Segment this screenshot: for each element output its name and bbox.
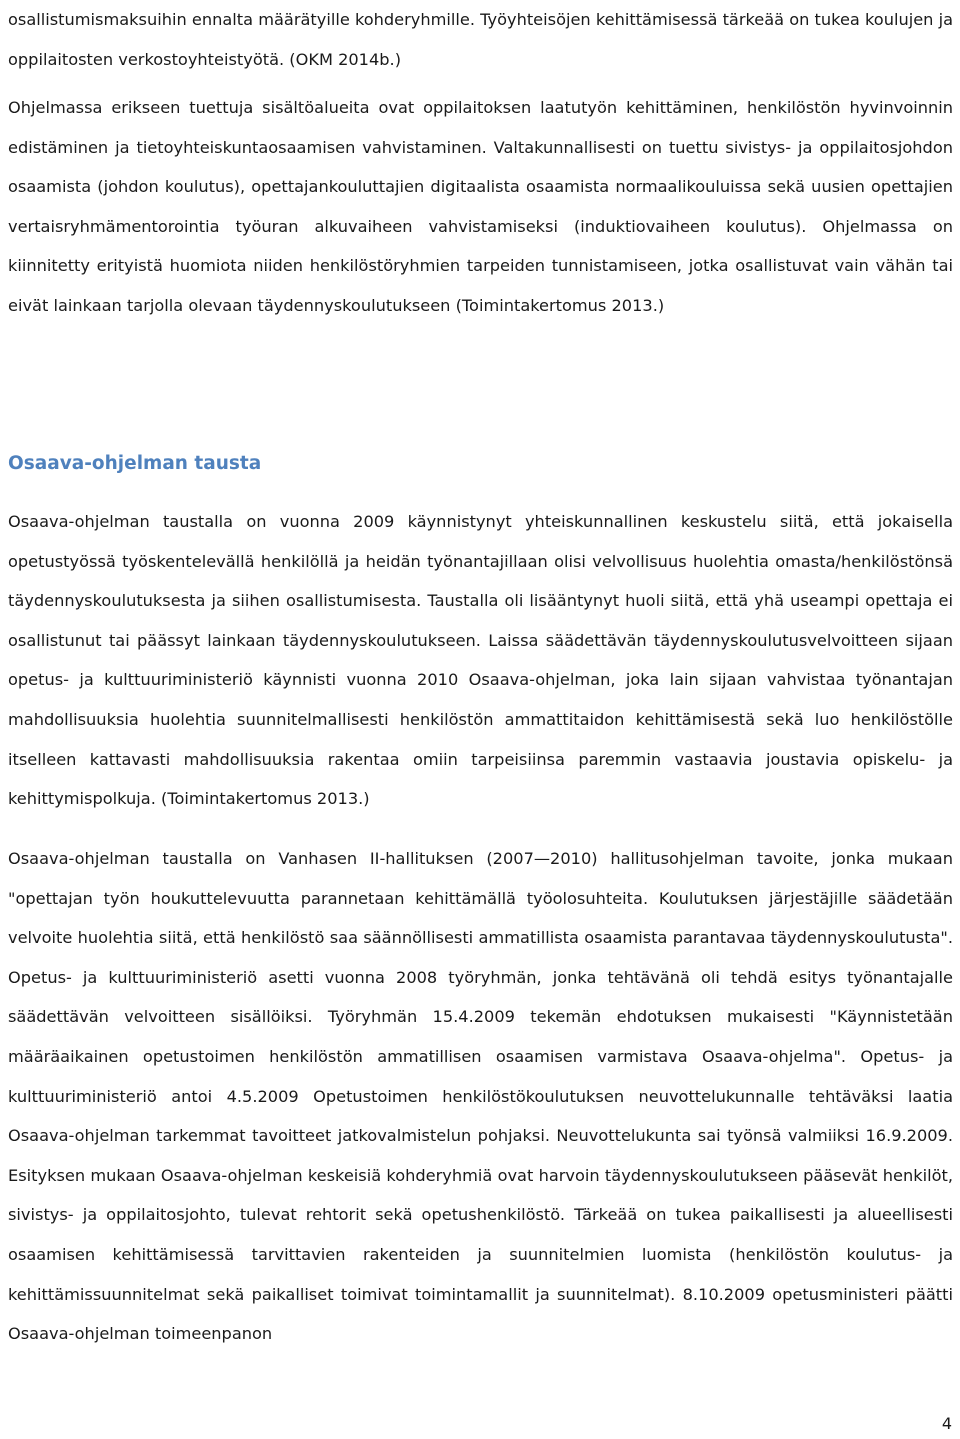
page-number: 4 [941, 1414, 952, 1433]
paragraph-intro-continuation: osallistumismaksuihin ennalta määrätyille kohderyhmille. Työyhteisöjen kehittämisessä tärkeää on tukea koulujen ja oppilaitosten verkostoyhteistyötä. (OKM 2014b.) [8, 10, 953, 69]
paragraph-government-programme: Osaava-ohjelman taustalla on Vanhasen II-hallituksen (2007—2010) hallitusohjelman tavoite, jonka mukaan "opettajan työn houkuttelevuutta parannetaan kehittämällä työolosuhteita. Koulutuksen järjestäjille säädetään velvoite huolehtia siitä, että henkilöstö saa säännöllisesti ammatillista osaamista parantavaa täydennyskoulutusta". Opetus- ja kulttuuriministeriö asetti vuonna 2008 työryhmän, jonka tehtävänä oli tehdä esitys työnantajalle säädettävän velvoitteen sisällöiksi. Työryhmän 15.4.2009 tekemän ehdotuksen mukaisesti "Käynnistetään määräaikainen opetustoimen henkilöstön ammatillisen osaamisen varmistava Osaava-ohjelma". Opetus- ja kulttuuriministeriö antoi 4.5.2009 Opetustoimen henkilöstökoulutuksen neuvottelukunnalle tehtäväksi laatia Osaava-ohjelman tarkemmat tavoitteet jatkovalmistelun pohjaksi. Neuvottelukunta sai työnsä valmiiksi 16.9.2009. Esityksen mukaan Osaava-ohjelman keskeisiä kohderyhmiä ovat harvoin täydennyskoulutukseen pääsevät henkilöt, sivistys- ja oppilaitosjohto, tulevat rehtorit sekä opetushenkilöstö. Tärkeää on tukea paikallisesti ja alueellisesti osaamisen kehittämisessä tarvittavien rakenteiden ja suunnitelmien luomista (henkilöstön koulutus- ja kehittämissuunnitelmat sekä paikalliset toimivat toimintamallit ja suunnitelmat). 8.10.2009 opetusministeri päätti Osaava-ohjelman toimeenpanon [8, 849, 953, 1344]
paragraph-content-areas: Ohjelmassa erikseen tuettuja sisältöalueita ovat oppilaitoksen laatutyön kehittäminen, henkilöstön hyvinvoinnin edistäminen ja tietoyhteiskuntaosaamisen vahvistaminen. Valtakunnallisesti on tuettu sivistys- ja oppilaitosjohdon osaamista (johdon koulutus), opettajankouluttajien digitaalista osaamista normaalikouluissa sekä uusien opettajien vertaisryhmämentorointia työuran alkuvaiheen vahvistamiseksi (induktiovaiheen koulutus). Ohjelmassa on kiinnitetty erityistä huomiota niiden henkilöstöryhmien tarpeiden tunnistamiseen, jotka osallistuvat vain vähän tai eivät lainkaan tarjolla olevaan täydennyskoulutukseen (Toimintakertomus 2013.) [8, 98, 953, 315]
paragraph-background-discussion: Osaava-ohjelman taustalla on vuonna 2009 käynnistynyt yhteiskunnallinen keskustelu siitä, että jokaisella opetustyössä työskentelevällä henkilöllä ja heidän työnantajillaan olisi velvollisuus huolehtia omasta/henkilöstönsä täydennyskoulutuksesta ja siihen osallistumisesta. Taustalla oli lisääntynyt huoli siitä, että yhä useampi opettaja ei osallistunut tai päässyt lainkaan täydennyskoulutukseen. Laissa säädettävän täydennyskoulutusvelvoitteen sijaan opetus- ja kulttuuriministeriö käynnisti vuonna 2010 Osaava-ohjelman, joka lain sijaan vahvistaa työnantajan mahdollisuuksia huolehtia suunnitelmallisesti henkilöstön ammattitaidon kehittämisestä sekä luo henkilöstölle itselleen kattavasti mahdollisuuksia rakentaa omiin tarpeisiinsa paremmin vastaavia joustavia opiskelu- ja kehittymispolkuja. (Toimintakertomus 2013.) [8, 512, 953, 809]
section-heading: Osaava-ohjelman tausta [8, 453, 262, 474]
